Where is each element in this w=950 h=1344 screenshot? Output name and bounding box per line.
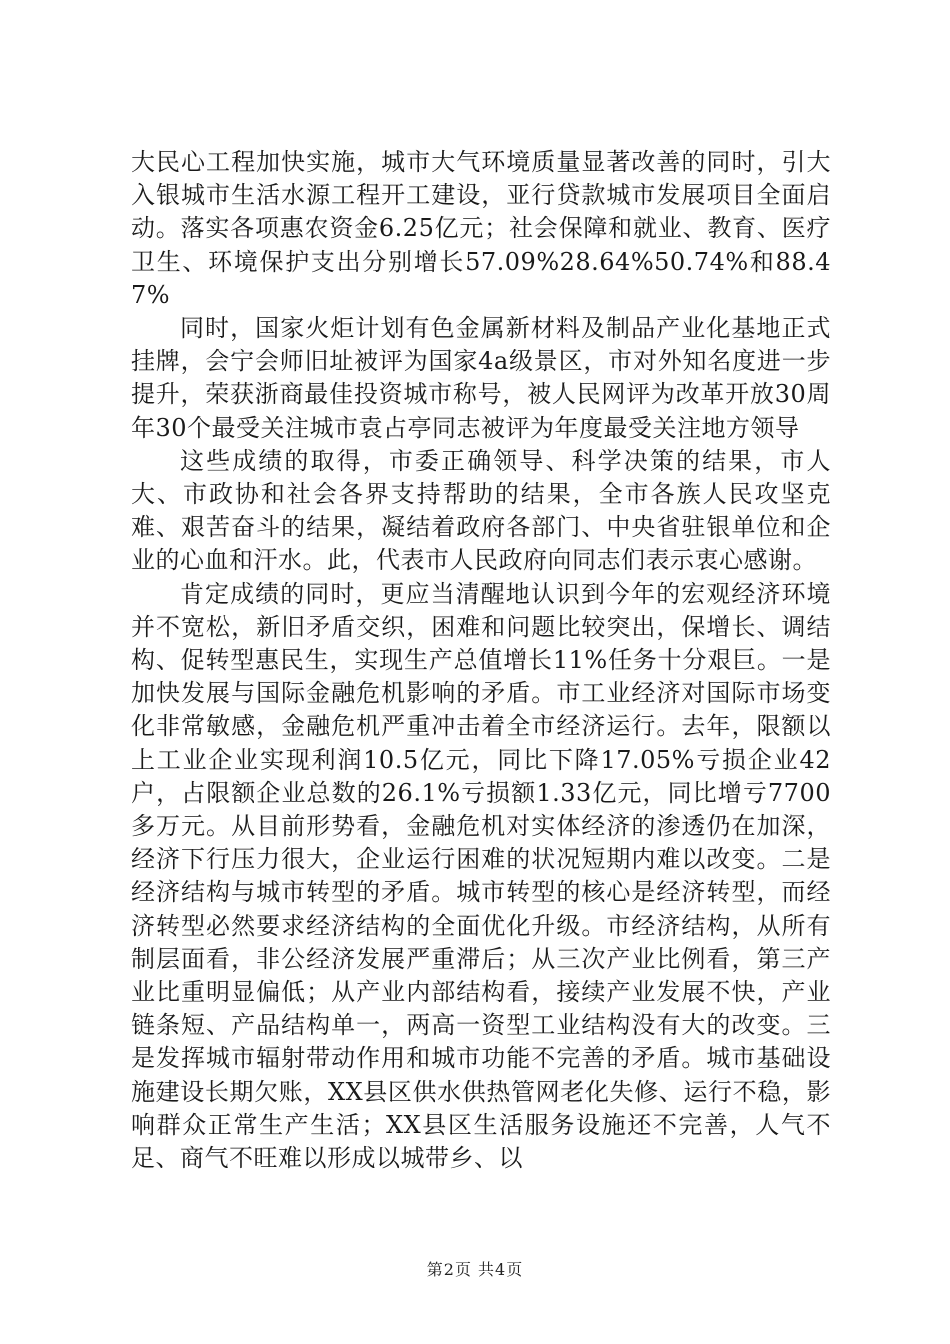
paragraph-2: 同时，国家火炬计划有色金属新材料及制品产业化基地正式挂牌，会宁会师旧址被评为国家4a级景区，市对外知名度进一步提升，荣获浙商最佳投资城市称号，被人民网评为改革开放30周年30个最受关注城市袁占亭同志被评为年度最受关注地方领导 xyxy=(131,314,831,442)
paragraph-3: 这些成绩的取得，市委正确领导、科学决策的结果，市人大、市政协和社会各界支持帮助的结果，全市各族人民攻坚克难、艰苦奋斗的结果，凝结着政府各部门、中央省驻银单位和企业的心血和汗水。此，代表市人民政府向同志们表示衷心感谢。 xyxy=(131,446,831,575)
page-number-footer: 第2页 共4页 xyxy=(426,1260,524,1279)
paragraph-1: 大民心工程加快实施，城市大气环境质量显著改善的同时，引大入银城市生活水源工程开工建设，亚行贷款城市发展项目全面启动。落实各项惠农资金6.25亿元；社会保障和就业、教育、医疗卫生、环境保护支出分别增长57.09%28.64%50.74%和88.47% xyxy=(131,148,831,309)
paragraph-4: 肯定成绩的同时，更应当清醒地认识到今年的宏观经济环境并不宽松，新旧矛盾交织，困难和问题比较突出，保增长、调结构、促转型惠民生，实现生产总值增长11%任务十分艰巨。一是加快发展与国际金融危机影响的矛盾。市工业经济对国际市场变化非常敏感，金融危机严重冲击着全市经济运行。去年，限额以上工业企业实现利润10.5亿元，同比下降17.05%亏损企业42户，占限额企业总数的26.1%亏损额1.33亿元，同比增亏7700多万元。从目前形势看，金融危机对实体经济的渗透仍在加深，经济下行压力很大，企业运行困难的状况短期内难以改变。二是经济结构与城市转型的矛盾。城市转型的核心是经济转型，而经济转型必然要求经济结构的全面优化升级。市经济结构，从所有制层面看，非公经济发展严重滞后；从三次产业比例看，第三产业比重明显偏低；从产业内部结构看，接续产业发展不快，产业链条短、产品结构单一，两高一资型工业结构没有大的改变。三是发挥城市辐射带动作用和城市功能不完善的矛盾。城市基础设施建设长期欠账，XX县区供水供热管网老化失修、运行不稳，影响群众正常生产生活；XX县区生活服务设施还不完善，人气不足、商气不旺难以形成以城带乡、以 xyxy=(131,579,831,1173)
document-body xyxy=(131,146,831,1175)
